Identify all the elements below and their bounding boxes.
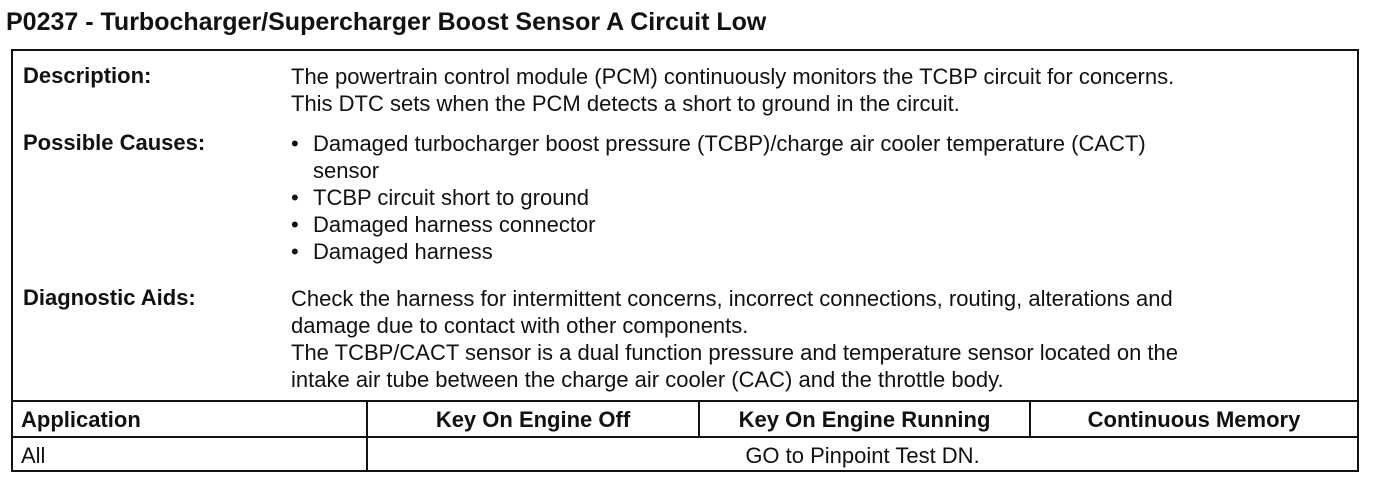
divider (13, 400, 1357, 402)
list-item-continuation: sensor (313, 158, 380, 183)
description-line: The powertrain control module (PCM) continuously monitors the TCBP circuit for concerns. (291, 64, 1175, 89)
diagnostic-aids-line: damage due to contact with other components. (291, 313, 749, 338)
list-item: • Damaged harness connector (291, 212, 596, 237)
list-item: • TCBP circuit short to ground (291, 185, 589, 210)
description-text (291, 63, 1174, 117)
bullet-icon: • (291, 185, 299, 210)
table-cell-application: All (21, 443, 46, 468)
page-title: P0237 - Turbocharger/Supercharger Boost Sensor A Circuit Low (6, 8, 767, 36)
description-label: Description: (23, 63, 152, 88)
table-header-continuous-memory: Continuous Memory (1087, 407, 1301, 432)
diagnostic-aids-line: The TCBP/CACT sensor is a dual function pressure and temperature sensor located on the (291, 340, 1178, 365)
bullet-icon: • (291, 131, 299, 156)
bullet-icon: • (291, 239, 299, 264)
diagnostic-aids-text (291, 285, 1178, 393)
list-item: • Damaged turbocharger boost pressure (TCBP)/charge air cooler temperature (CACT) (291, 131, 1146, 156)
diagnostic-aids-line: Check the harness for intermittent concerns, incorrect connections, routing, alterations and (291, 286, 1173, 311)
table-cell-action: GO to Pinpoint Test DN. (745, 443, 980, 468)
diagnostic-aids-label: Diagnostic Aids: (23, 285, 196, 310)
dtc-info-table (11, 49, 1359, 472)
possible-causes-list (291, 130, 1146, 265)
bullet-icon: • (291, 212, 299, 237)
list-item: • Damaged harness (291, 239, 493, 264)
table-header-application: Application (21, 407, 141, 432)
table-header-koer: Key On Engine Running (738, 407, 991, 432)
possible-causes-label: Possible Causes: (23, 130, 206, 155)
table-header-koeo: Key On Engine Off (435, 407, 631, 432)
diagnostic-aids-line: intake air tube between the charge air cooler (CAC) and the throttle body. (291, 367, 1004, 392)
description-line: This DTC sets when the PCM detects a short to ground in the circuit. (291, 91, 960, 116)
